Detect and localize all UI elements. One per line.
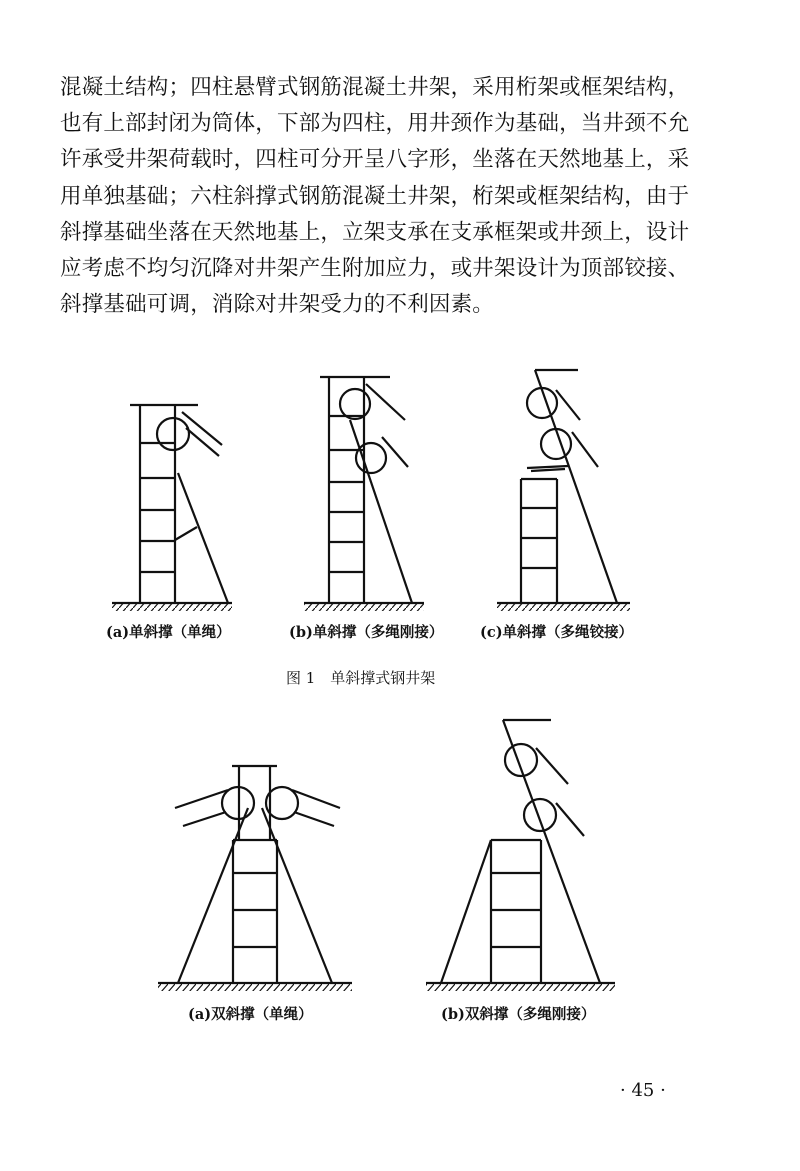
page-number: · 45 ·: [620, 1080, 666, 1101]
paragraph-line: 许承受井架荷载时，四柱可分开呈八字形，坐落在天然地基上，采: [60, 147, 690, 173]
paragraph-line: 应考虑不均匀沉降对井架产生附加应力，或井架设计为顶部铰接、: [60, 256, 690, 282]
paragraph-line: 用单独基础；六柱斜撑式钢筋混凝土井架，桁架或框架结构，由于: [60, 183, 690, 209]
figure2-caption-b: (b)双斜撑（多绳刚接）: [441, 1006, 596, 1023]
paragraph-line: 混凝土结构；四柱悬臂式钢筋混凝土井架，采用桁架或框架结构，: [60, 75, 690, 100]
figure1-caption-b: (b)单斜撑（多绳刚接）: [289, 624, 444, 641]
paragraph-line: 也有上部封闭为筒体，下部为四柱，用井颈作为基础，当井颈不允: [60, 111, 690, 137]
diagram-1b-single-strut-multi-rope-rigid: [304, 377, 424, 611]
diagram-1c-single-strut-multi-rope-hinged: [497, 370, 630, 611]
diagram-1a-single-strut-single-rope: [112, 405, 232, 611]
figure2-caption-a: (a)双斜撑（单绳）: [188, 1006, 313, 1023]
paragraph-line: 斜撑基础坐落在天然地基上，立架支承在支承框架或井颈上，设计: [60, 219, 690, 245]
diagram-2b-double-strut-multi-rope-rigid: [426, 720, 615, 991]
figure1-title: 图 1 单斜撑式钢井架: [286, 669, 436, 687]
figure2-drawings: [0, 700, 800, 1030]
figure1-caption-a: (a)单斜撑（单绳）: [106, 624, 231, 641]
diagram-2a-double-strut-single-rope: [158, 766, 352, 991]
figure1-caption-c: (c)单斜撑（多绳铰接）: [480, 624, 634, 641]
paragraph-line: 斜撑基础可调，消除对井架受力的不利因素。: [60, 292, 495, 318]
